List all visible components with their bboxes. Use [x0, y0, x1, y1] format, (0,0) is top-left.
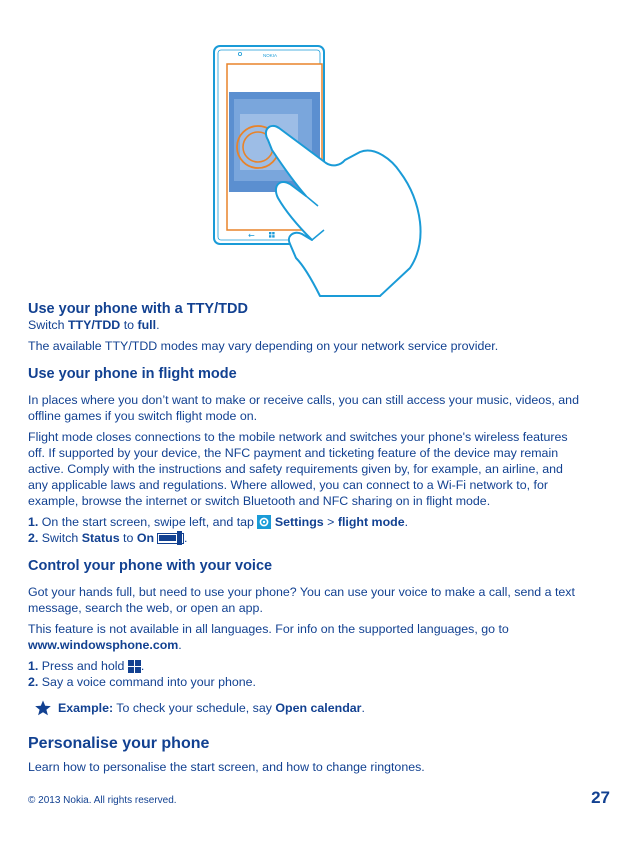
tty-instruction: Switch TTY/TDD to full.: [28, 318, 160, 332]
star-icon: [28, 700, 58, 716]
tty-heading: Use your phone with a TTY/TDD: [28, 301, 248, 317]
hand-outline: [266, 126, 421, 296]
settings-icon: [257, 515, 271, 529]
toggle-on-icon: [157, 533, 184, 544]
page-content: [28, 301, 614, 775]
page-number: 27: [591, 788, 610, 807]
flight-step-1: 1. On the start screen, swipe left, and tap Settings > flight mode.: [28, 515, 409, 529]
windowsphone-link[interactable]: www.windowsphone.com: [28, 638, 179, 652]
flight-paragraph-1: In places where you don’t want to make or receive calls, you can still access your music, videos, and offline games if you switch flight mode on.: [28, 393, 579, 423]
example-tip: [28, 700, 614, 716]
voice-step-1: 1. Press and hold .: [28, 659, 145, 673]
voice-paragraph-2: This feature is not available in all languages. For info on the supported languages, go to www.windowsphone.com.: [28, 622, 509, 652]
phone-brand-label: NOKIA: [262, 53, 278, 58]
voice-heading: Control your phone with your voice: [28, 558, 273, 574]
voice-paragraph-1: Got your hands full, but need to use your phone? You can use your voice to make a call, send a text message, search the web, or open an app.: [28, 585, 575, 615]
personalise-heading: Personalise your phone: [28, 735, 210, 752]
example-text: Example: To check your schedule, say Open calendar.: [58, 701, 365, 715]
windows-key-icon: [128, 660, 141, 673]
personalise-text: Learn how to personalise the start screen, and how to change ringtones.: [28, 760, 425, 774]
voice-step-2: 2. Say a voice command into your phone.: [28, 675, 256, 689]
copyright-footer: © 2013 Nokia. All rights reserved.: [28, 795, 177, 806]
tty-note: The available TTY/TDD modes may vary depending on your network service provider.: [28, 339, 499, 353]
flight-step-2: 2. Switch Status to On .: [28, 531, 188, 545]
phone-swipe-illustration: [0, 0, 638, 300]
flight-heading: Use your phone in flight mode: [28, 366, 237, 382]
flight-paragraph-2: Flight mode closes connections to the mobile network and switches your phone's wireless features off. If supported by your device, the NFC payment and ticketing feature of the device may remain active. Comply with the instructions and safety requirements given by, for example, an airline, and any applicable laws and regulations. Where allowed, you can connect to a Wi-Fi network to, for example, browse the internet or switch Bluetooth and NFC sharing on in flight mode.: [28, 430, 568, 508]
back-icon: ←: [248, 231, 255, 240]
